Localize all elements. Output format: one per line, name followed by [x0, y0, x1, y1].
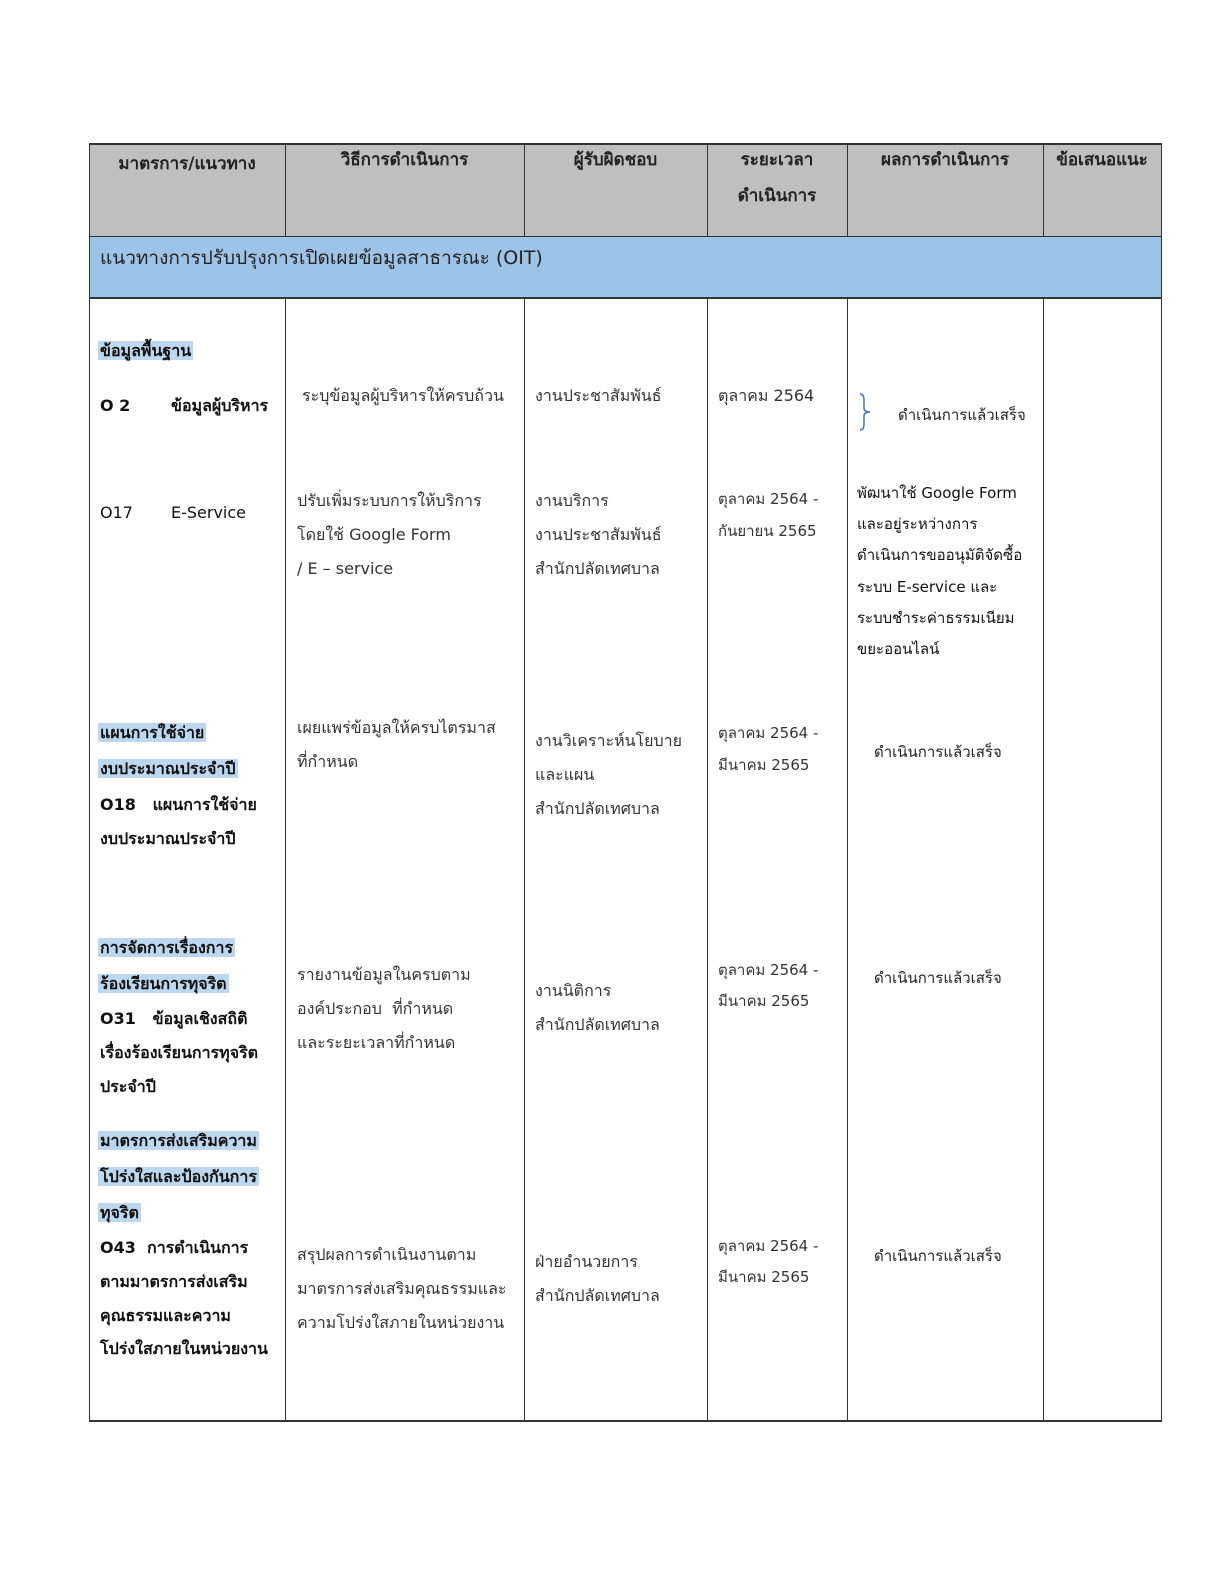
header-measure: มาตรการ/แนวทาง [118, 154, 256, 174]
responsible-o31-line: งานนิติการ [535, 981, 612, 1000]
method-o31-line: และระยะเวลาที่กำหนด [297, 1033, 456, 1052]
method-o2-line: ระบุข้อมูลผู้บริหารให้ครบถ้วน [302, 386, 504, 405]
period-o2-line: ตุลาคม 2564 [718, 386, 815, 405]
item-code-o2: O 2 [100, 396, 131, 415]
method-o17-line: / E – service [297, 559, 394, 578]
item-o43-line: คุณธรรมและความ [100, 1306, 231, 1325]
item-o31-line: ประจำปี [100, 1077, 156, 1096]
item-code-o17: O17 [100, 503, 133, 522]
category-budget-plan: แผนการใช้จ่าย [100, 723, 205, 742]
method-o43-line: มาตรการส่งเสริมคุณธรรมและ [297, 1279, 507, 1298]
responsible-o18-line: งานวิเคราะห์นโยบาย [535, 731, 683, 750]
item-o43-line: O43 การดำเนินการ [100, 1238, 249, 1257]
period-o17-line: กันยายน 2565 [718, 522, 817, 540]
method-o43-line: ความโปร่งใสภายในหน่วยงาน [297, 1313, 505, 1332]
item-o18-line: O18 แผนการใช้จ่าย [100, 795, 257, 814]
period-o31-line: ตุลาคม 2564 - [718, 961, 819, 979]
result-o2: ดำเนินการแล้วเสร็จ [898, 406, 1026, 424]
result-o43: ดำเนินการแล้วเสร็จ [874, 1247, 1002, 1265]
result-o18: ดำเนินการแล้วเสร็จ [874, 743, 1002, 761]
item-o43-line: ตามมาตรการส่งเสริม [100, 1272, 248, 1291]
result-o31: ดำเนินการแล้วเสร็จ [874, 969, 1002, 987]
period-o18-line: มีนาคม 2565 [718, 756, 810, 774]
item-o43-line: โปร่งใสภายในหน่วยงาน [100, 1339, 268, 1358]
period-o18-line: ตุลาคม 2564 - [718, 724, 819, 742]
header-responsible: ผู้รับผิดชอบ [573, 150, 658, 170]
method-o17-line: ปรับเพิ่มระบบการให้บริการ [297, 491, 482, 510]
period-o43-line: ตุลาคม 2564 - [718, 1237, 819, 1255]
item-o31-line: O31 ข้อมูลเชิงสถิติ [100, 1009, 248, 1028]
category-transparency: มาตรการส่งเสริมความ [100, 1131, 257, 1150]
section-title: แนวทางการปรับปรุงการเปิดเผยข้อมูลสาธารณะ (OIT) [100, 247, 543, 269]
item-o31-line: เรื่องร้องเรียนการทุจริต [100, 1043, 259, 1062]
responsible-o43-line: ฝ่ายอำนวยการ [535, 1252, 638, 1271]
method-o43-line: สรุปผลการดำเนินงานตาม [297, 1245, 477, 1264]
category-transparency: โปร่งใสและป้องกันการ [100, 1167, 257, 1186]
header-suggestion: ข้อเสนอแนะ [1056, 150, 1148, 170]
responsible-o17-line: งานประชาสัมพันธ์ [535, 525, 662, 544]
result-o17-line: ระบบ E-service และ [857, 578, 998, 596]
result-o17-line: ขยะออนไลน์ [857, 640, 940, 658]
category-complaint: การจัดการเรื่องการ [100, 938, 234, 957]
method-o18-line: เผยแพร่ข้อมูลให้ครบไตรมาส [297, 718, 496, 737]
method-o17-line: โดยใช้ Google Form [297, 525, 451, 544]
item-name-o17: E-Service [171, 503, 247, 522]
responsible-o2-line: งานประชาสัมพันธ์ [535, 386, 662, 405]
category-complaint: ร้องเรียนการทุจริต [100, 974, 227, 993]
header-period-line1: ระยะเวลา [740, 150, 814, 170]
category-basic-info: ข้อมูลพื้นฐาน [100, 341, 192, 360]
method-o31-line: รายงานข้อมูลในครบตาม [297, 965, 471, 984]
category-transparency: ทุจริต [100, 1203, 139, 1222]
responsible-o18-line: สำนักปลัดเทศบาล [535, 799, 660, 818]
period-o17-line: ตุลาคม 2564 - [718, 490, 819, 508]
period-o43-line: มีนาคม 2565 [718, 1268, 810, 1286]
responsible-o31-line: สำนักปลัดเทศบาล [535, 1015, 660, 1034]
header-result: ผลการดำเนินการ [881, 150, 1009, 170]
responsible-o18-line: และแผน [535, 765, 595, 784]
header-period-line2: ดำเนินการ [737, 186, 817, 206]
responsible-o17-line: สำนักปลัดเทศบาล [535, 559, 660, 578]
header-method: วิธีการดำเนินการ [340, 150, 469, 170]
result-o17-line: ระบบชำระค่าธรรมเนียม [857, 609, 1015, 627]
method-o18-line: ที่กำหนด [297, 752, 359, 771]
brace-icon [856, 392, 880, 432]
period-o31-line: มีนาคม 2565 [718, 992, 810, 1010]
responsible-o17-line: งานบริการ [535, 491, 609, 510]
item-o18-line: งบประมาณประจำปี [100, 829, 236, 848]
category-budget-plan: งบประมาณประจำปี [100, 759, 236, 778]
result-o17-line: และอยู่ระหว่างการ [857, 515, 978, 533]
result-o17-line: ดำเนินการขออนุมัติจัดซื้อ [857, 546, 1023, 564]
responsible-o43-line: สำนักปลัดเทศบาล [535, 1286, 660, 1305]
item-name-o2: ข้อมูลผู้บริหาร [171, 396, 269, 415]
method-o31-line: องค์ประกอบ ที่กำหนด [297, 999, 454, 1018]
result-o17-line: พัฒนาใช้ Google Form [857, 484, 1017, 502]
